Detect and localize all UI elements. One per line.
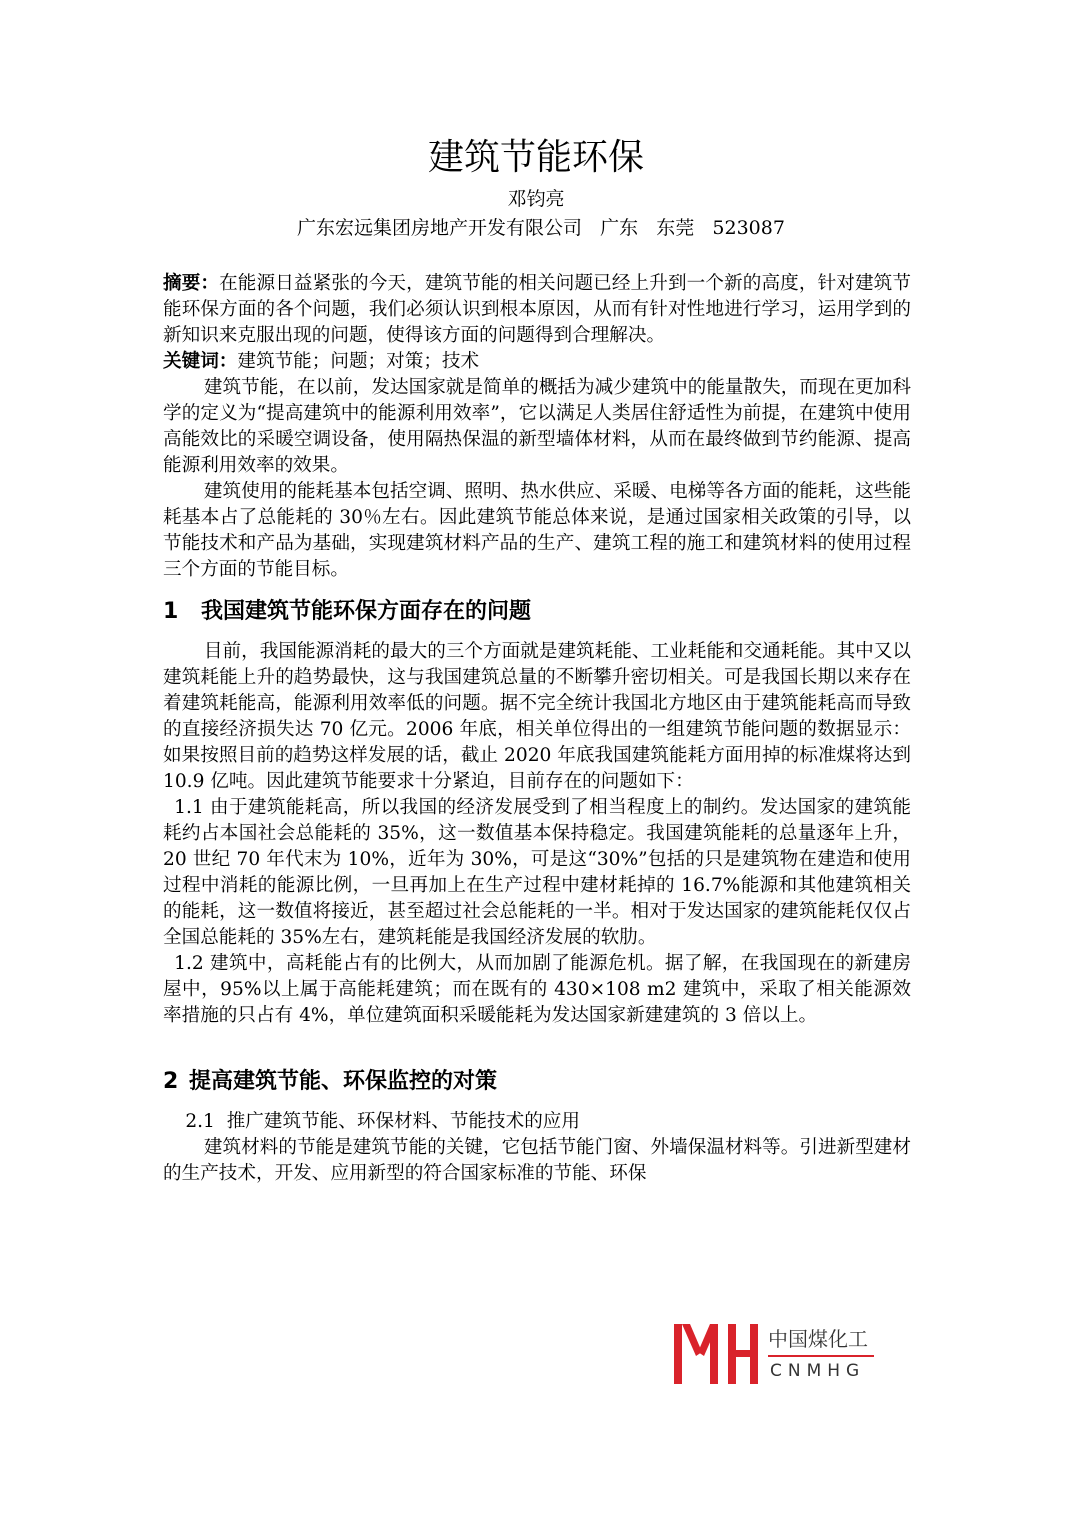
keywords-text: 建筑节能；问题；对策；技术 bbox=[237, 351, 480, 372]
abstract bbox=[163, 271, 911, 349]
section-1-item-1: 1.1 由于建筑能耗高，所以我国的经济发展受到了相当程度上的制约。发达国家的建筑能耗约占本国社会总能耗的 35%，这一数值基本保持稳定。我国建筑能耗的总量逐年上升， 20 世纪 70 年代末为 10%，近年为 30%，可是这“30%”包括的只是建筑物在建造和使用过程中消耗的能源比例，一旦再加上在生产过程中建材耗掉的 16.7%能源和其他建筑相关的能耗，这一数值将接近，甚至超过社会总能耗的一半。相对于发达国家的建筑能耗仅仅占全国总能耗的 35%左右，建筑耗能是我国经济发展的软肋。 bbox=[163, 797, 911, 948]
watermark bbox=[672, 1316, 886, 1390]
author-name: 邓钧亮 bbox=[507, 188, 565, 210]
document-title: 建筑节能环保 bbox=[427, 137, 644, 178]
watermark-cn-text: 中国煤化工 bbox=[768, 1327, 868, 1351]
section-2-title: 提高建筑节能、环保监控的对策 bbox=[189, 1069, 498, 1094]
section-1-number: 1 bbox=[163, 599, 179, 624]
section-1-item-2: 1.2 建筑中，高耗能占有的比例大，从而加剧了能源危机。据了解，在我国现在的新建房屋中，95%以上属于高能耗建筑；而在既有的 430×108 m2 建筑中，采取了相关能源效率措施的只占有 4%，单位建筑面积采暖能耗为发达国家新建建筑的 3 倍以上。 bbox=[163, 953, 911, 1026]
section-1-title: 我国建筑节能环保方面存在的问题 bbox=[201, 599, 532, 624]
section-2-number: 2 bbox=[163, 1069, 179, 1094]
section-1-paragraph: 目前，我国能源消耗的最大的三个方面就是建筑耗能、工业耗能和交通耗能。其中又以建筑耗能上升的趋势最快，这与我国建筑总量的不断攀升密切相关。可是我国长期以来存在着建筑耗能高，能源利用效率低的问题。据不完全统计我国北方地区由于建筑能耗高而导致的直接经济损失达 70 亿元。2006 年底，相关单位得出的一组建筑节能问题的数据显示：如果按照目前的趋势这样发展的话，截止 2020 年底我国建筑能耗方面用掉的标准煤将达到 10.9 亿吨。因此建筑节能要求十分紧迫，目前存在的问题如下： bbox=[163, 641, 911, 792]
section-2-paragraph: 建筑材料的节能是建筑节能的关键，它包括节能门窗、外墙保温材料等。引进新型建材的生产技术，开发、应用新型的符合国家标准的节能、环保 bbox=[163, 1137, 911, 1184]
watermark-logo-icon bbox=[672, 1322, 762, 1386]
author-affiliation: 广东宏远集团房地产开发有限公司 广东 东莞 523087 bbox=[297, 217, 785, 239]
keywords bbox=[163, 349, 911, 375]
document-body bbox=[163, 271, 911, 1187]
intro-paragraph-2: 建筑使用的能耗基本包括空调、照明、热水供应、采暖、电梯等各方面的能耗，这些能耗基本占了总能耗的 30％左右。因此建筑节能总体来说，是通过国家相关政策的引导，以节能技术和产品为基础，实现建筑材料产品的生产、建筑工程的施工和建筑材料的使用过程三个方面的节能目标。 bbox=[163, 481, 911, 580]
abstract-text: 在能源日益紧张的今天，建筑节能的相关问题已经上升到一个新的高度，针对建筑节能环保方面的各个问题，我们必须认识到根本原因，从而有针对性地进行学习，运用学到的新知识来克服出现的问题，使得该方面的问题得到合理解决。 bbox=[163, 273, 911, 346]
section-2-subheading: 2.1 推广建筑节能、环保材料、节能技术的应用 bbox=[185, 1111, 580, 1132]
watermark-divider bbox=[768, 1355, 874, 1357]
watermark-en-text: CNMHG bbox=[770, 1361, 866, 1381]
section-2-heading bbox=[163, 1065, 911, 1099]
section-1-heading bbox=[163, 595, 911, 629]
intro-paragraph-1: 建筑节能，在以前，发达国家就是简单的概括为减少建筑中的能量散失，而现在更加科学的定义为“提高建筑中的能源利用效率”，它以满足人类居住舒适性为前提，在建筑中使用高能效比的采暖空调设备，使用隔热保温的新型墙体材料，从而在最终做到节约能源、提高能源利用效率的效果。 bbox=[163, 377, 911, 476]
abstract-label: 摘要： bbox=[163, 273, 220, 294]
keywords-label: 关键词： bbox=[163, 351, 238, 372]
